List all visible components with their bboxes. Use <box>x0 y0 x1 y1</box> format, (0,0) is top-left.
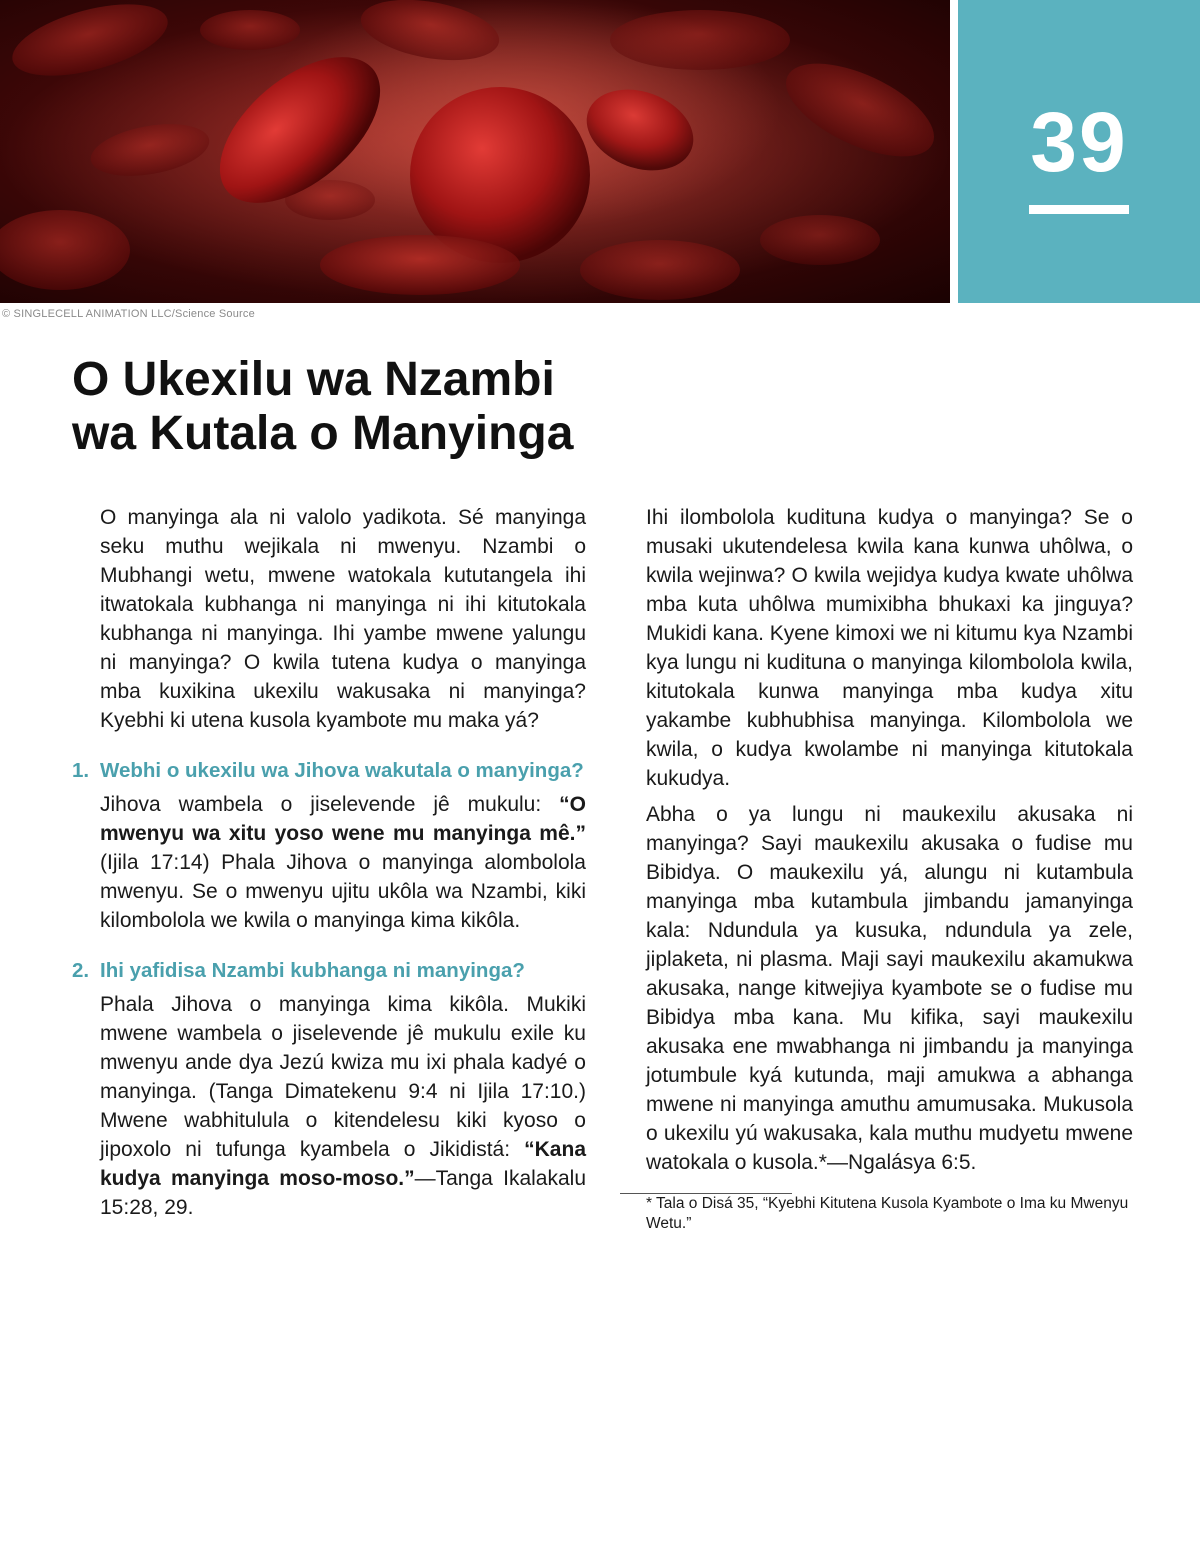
page-title <box>72 353 692 461</box>
answer-1-text-a: Jihova wambela o jiselevende jê mukulu: <box>100 793 560 816</box>
lesson-number-box <box>958 0 1200 303</box>
intro-paragraph: O manyinga ala ni valolo yadikota. Sé manyinga seku muthu wejikala ni mwenyu. Nzambi o Mubhangi wetu, mwene watokala kututangela ihi itwatokala kubhanga ni manyinga ni ihi kitutokala kubhanga ni manyinga. Ihi yambe mwene yalungu ni manyinga? O kwila tutena kudya o manyinga mba kuxikina ukexilu wakusaka ni manyinga? Kyebhi ki utena kusola kyambote mu maka yá? <box>100 506 586 732</box>
answer-2-text-b: —Tanga Ikalakalu 15:28, 29. <box>100 1167 587 1219</box>
question-1-number: 1. <box>72 759 90 782</box>
left-column <box>72 503 587 1222</box>
hero-image <box>0 0 950 303</box>
answer-2-quote: “Kana kudya manyinga moso-moso.” <box>100 1138 586 1190</box>
question-2-text: Ihi yafidisa Nzambi kubhanga ni manyinga? <box>100 959 525 982</box>
question-2 <box>72 957 586 985</box>
right-paragraph-1: Ihi ilombolola kudituna kudya o manyinga? Se o musaki ukutendelesa kwila kana kunwa uhôlwa, o kwila wejinwa? O kwila wejidya kudya kwate uhôlwa mba kuta uhôlwa mumixibha bhukaxi ka jinguya? Mukidi kana. Kyene kimoxi we ni kitumu kya Nzambi kya lungu ni kudituna o manyinga kilombolola kwila, kitutokala kunwa manyinga mba kudya xitu yakambe kubhubhisa manyinga. Kilombolola we kwila, o kudya kwolambe ni manyinga kitutokala kukudya. <box>646 506 1133 790</box>
title-line-1: O Ukexilu wa Nzambi <box>72 353 555 406</box>
lesson-number: 39 <box>1030 95 1128 189</box>
answer-2-paragraph <box>100 990 586 1222</box>
image-credit: © SINGLECELL ANIMATION LLC/Science Source <box>2 308 255 320</box>
question-1-text: Webhi o ukexilu wa Jihova wakutala o manyinga? <box>100 759 584 782</box>
answer-1-text-b: (Ijila 17:14) Phala Jihova o manyinga alombolola mwenyu. Se o mwenyu ujitu ukôla wa Nzambi, kiki kilombolola we kwila o manyinga kima kikôla. <box>100 851 586 932</box>
question-2-number: 2. <box>72 959 90 982</box>
right-column <box>646 503 1133 1234</box>
answer-1-quote: “O mwenyu wa xitu yoso wene mu manyinga mê.” <box>100 793 586 845</box>
footnote: * Tala o Disá 35, “Kyebhi Kitutena Kusola Kyambote o Ima ku Mwenyu Wetu.” <box>646 1195 1129 1232</box>
answer-1-paragraph <box>100 790 586 935</box>
answer-2-text-a: Phala Jihova o manyinga kima kikôla. Mukiki mwene wambela o jiselevende jê mukulu exile ku mwenyu ande dya Jezú kwiza mu ixi phala kadyé o manyinga. (Tanga Dimatekenu 9:4 ni Ijila 17:10.) Mwene wabhitulula o kitendelesu kiki kyoso o jipoxolo ni tufunga kyambela o Jikidistá: <box>100 993 586 1161</box>
right-paragraph-2: Abha o ya lungu ni maukexilu akusaka ni manyinga? Sayi maukexilu akusaka o fudise mu Bibidya. O maukexilu yá, alungu ni kutambula manyinga mba kutambula jimbandu jamanyinga kala: Ndundula ya kusuka, ndundula ya zele, jiplaketa, ni plasma. Maji sayi maukexilu akamukwa akusaka, nange kitwejiya kyambote se o fudise mu Bibidya mba kana. Mu kifika, sayi maukexilu akusaka ene mwabhanga ni jimbandu ja manyinga jotumbule kyá kutunda, maji amukwa a abhanga mwene ni manyinga amuthu amumusaka. Mukusola o ukexilu yú wakusaka, kala muthu mudyetu mwene watokala o kusola.*—Ngalásya 6:5. <box>646 803 1133 1174</box>
title-line-2: wa Kutala o Manyinga <box>72 407 574 460</box>
red-blood-cells-image <box>0 0 950 303</box>
lesson-number-underline <box>1029 205 1129 214</box>
question-1 <box>72 757 586 785</box>
